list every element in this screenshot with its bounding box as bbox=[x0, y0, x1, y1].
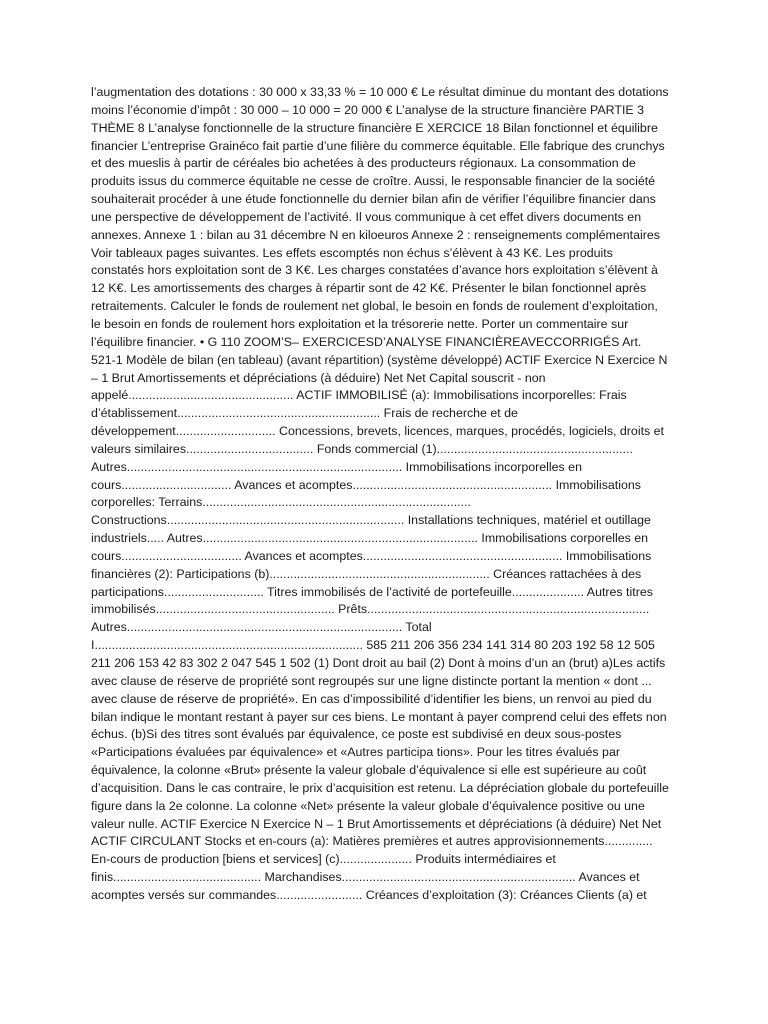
document-page bbox=[91, 84, 669, 905]
document-body-text: l’augmentation des dotations : 30 000 x 33,33 % = 10 000 € Le résultat diminue du montant des dotations moins l’économie d’impôt : 30 000 – 10 000 = 20 000 € L’analyse de la structure financière PARTIE 3 THÈME 8 L’analyse fonctionnelle de la structure financière E XERCICE 18 Bilan fonctionnel et équilibre financier L’entreprise Grainéco fait partie d’une filière du commerce équitable. Elle fabrique des crunchys et des mueslis à partir de céréales bio achetées à des producteurs régionaux. La consommation de produits issus du commerce équitable ne cesse de croître. Aussi, le responsable financier de la société souhaiterait procéder à une étude fonctionnelle du dernier bilan afin de vérifier l’équilibre financier dans une perspective de développement de l’activité. Il vous communique à cet effet divers documents en annexes. Annexe 1 : bilan au 31 décembre N en kiloeuros Annexe 2 : renseignements complémentaires Voir tableaux pages suivantes. Les effets escomptés non échus s’élèvent à 43 K€. Les produits constatés hors exploitation sont de 3 K€. Les charges constatées d’avance hors exploitation s’élèvent à 12 K€. Les amortissements des charges à répartir sont de 42 K€. Présenter le bilan fonctionnel après retraitements. Calculer le fonds de roulement net global, le besoin en fonds de roulement d’exploitation, le besoin en fonds de roulement hors exploitation et la trésorerie nette. Porter un commentaire sur l’équilibre financier. • G 110 ZOOM’S– EXERCICESD’ANALYSE FINANCIÈREAVECCORRIGÉS Art. 521-1 Modèle de bilan (en tableau) (avant répartition) (système développé) ACTIF Exercice N Exercice N – 1 Brut Amortissements et dépréciations (à déduire) Net Net Capital souscrit - non appelé................................................ ACTIF IMMOBILISÉ (a): Immobilisations incorporelles: Frais d’établissement........................................................... Frais de recherche et de développement............................. Concessions, brevets, licences, marques, procédés, logiciels, droits et valeurs similaires..................................... Fonds commercial (1)......................................................... Autres................................................................................ Immobilisations incorporelles en cours................................ Avances et acomptes.......................................................... Immobilisations corporelles: Terrains.............................................................................. Constructions..................................................................... Installations techniques, matériel et outillage industriels..... Autres................................................................................ Immobilisations corporelles en cours................................... Avances et acomptes.......................................................... Immobilisations financières (2): Participations (b)................................................................ Créances rattachées à des participations............................. Titres immobilisés de l’activité de portefeuille..................... Autres titres immobilisés.................................................... Prêts.................................................................................. Autres................................................................................ Total I.............................................................................. 585 211 206 356 234 141 314 80 203 192 58 12 505 211 206 153 42 83 302 2 047 545 1 502 (1) Dont droit au bail (2) Dont à moins d’un an (brut) a)Les actifs avec clause de réserve de propriété sont regroupés sur une ligne distincte portant la mention « dont ... avec clause de réserve de propriété». En cas d’impossibilité d’identifier les biens, un renvoi au pied du bilan indique le montant restant à payer sur ces biens. Le montant à payer comprend celui des effets non échus. (b)Si des titres sont évalués par équivalence, ce poste est subdivisé en deux sous-postes «Participations évaluées par équivalence» et «Autres participa tions». Pour les titres évalués par équivalence, la colonne «Brut» présente la valeur globale d’équivalence si elle est supérieure au coût d’acquisition. Dans le cas contraire, le prix d’acquisition est retenu. La dépréciation globale du portefeuille figure dans la 2e colonne. La colonne «Net» présente la valeur globale d’équivalence positive ou une valeur nulle. ACTIF Exercice N Exercice N – 1 Brut Amortissements et dépréciations (à déduire) Net Net ACTIF CIRCULANT Stocks et en-cours (a): Matières premières et autres approvisionnements.............. En-cours de production [biens et services] (c)..................... Produits intermédiaires et finis........................................... Marchandises.................................................................... Avances et acomptes versés sur commandes......................... Créances d’exploitation (3): Créances Clients (a) et bbox=[91, 85, 669, 902]
